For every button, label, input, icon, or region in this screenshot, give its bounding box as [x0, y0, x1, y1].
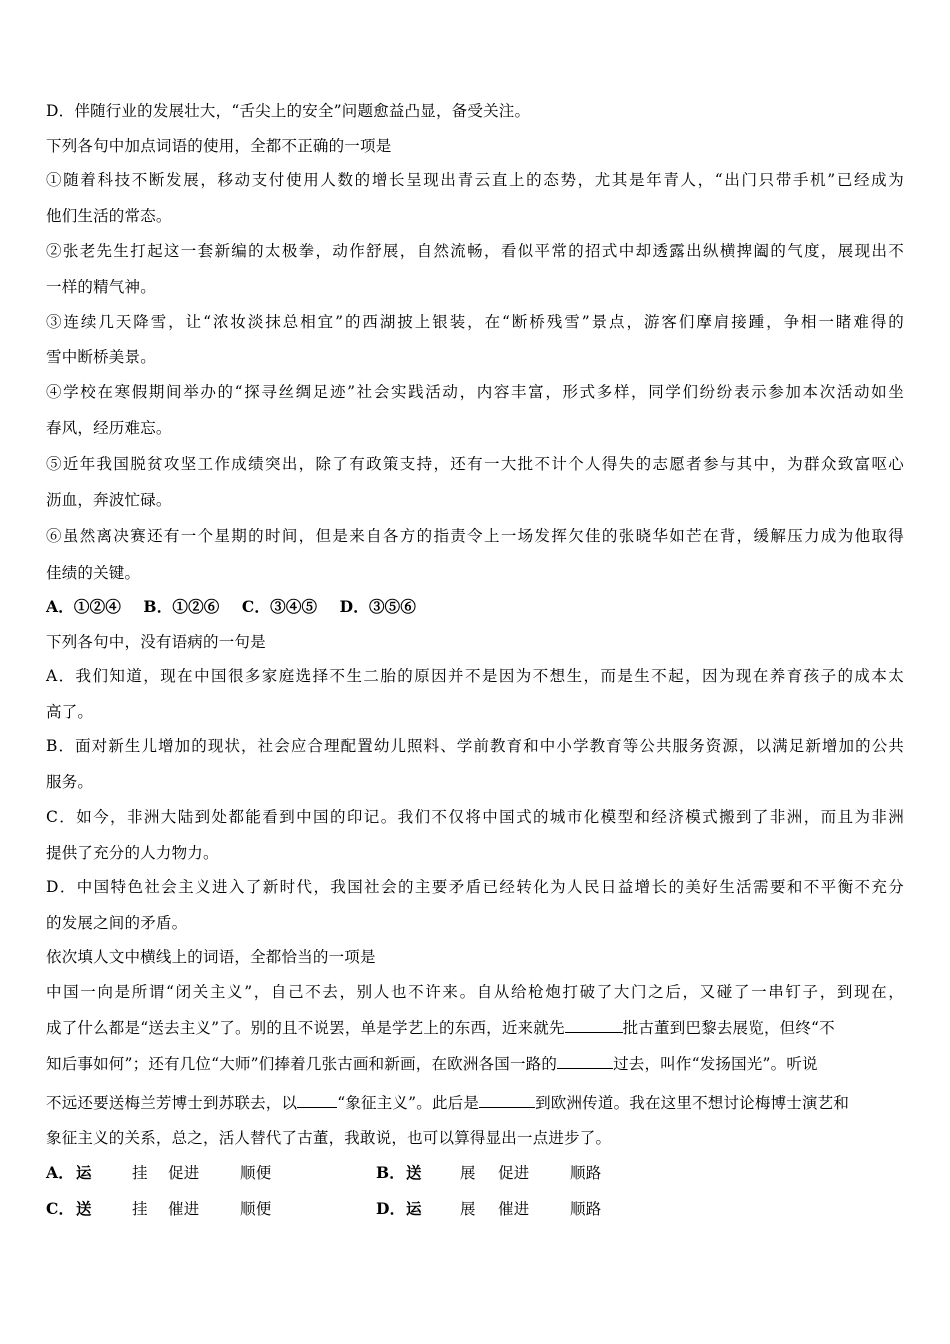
q3-passage-line-3-part-1: 知后事如何”；还有几位“大师”们捧着几张古画和新画，在欧洲各国一路的 — [46, 1055, 558, 1073]
fill-blank-2 — [557, 1054, 613, 1069]
q3-passage-line-4-part-2: “象征主义”。此后是 — [337, 1094, 480, 1112]
q3-option-a: A． 运 挂 促进 顺便 — [46, 1163, 272, 1182]
q1-sentence-4-line-1: ④学校在寒假期间举办的“探寻丝绸足迹”社会实践活动，内容丰富，形式多样，同学们纷纷表示参加本次活动如坐 — [46, 383, 904, 401]
fill-blank-4 — [479, 1093, 535, 1108]
q1-sentence-3-line-2: 雪中断桥美景。 — [46, 348, 156, 366]
q3-passage-line-1: 中国一向是所谓“闭关主义”，自己不去，别人也不许来。自从给枪炮打破了大门之后，又碰了一串钉子，到现在， — [46, 983, 904, 1001]
q3-passage-line-3-part-2: 过去，叫作“发扬国光”。听说 — [613, 1055, 818, 1073]
q3-passage-line-4-part-1: 不远还要送梅兰芳博士到苏联去，以 — [46, 1094, 298, 1112]
q3-stem: 依次填人文中横线上的词语，全都恰当的一项是 — [46, 948, 376, 966]
q1-sentence-2-line-2: 一样的精气神。 — [46, 278, 156, 296]
q2-option-a-line-1: A．我们知道，现在中国很多家庭选择不生二胎的原因并不是因为不想生，而是生不起，因为现在养育孩子的成本太 — [46, 667, 904, 685]
q2-option-c-line-1: C．如今，非洲大陆到处都能看到中国的印记。我们不仅将中国式的城市化模型和经济模式搬到了非洲，而且为非洲 — [46, 808, 904, 826]
q1-sentence-4-line-2: 春风，经历难忘。 — [46, 419, 172, 437]
q2-option-d-line-2: 的发展之间的矛盾。 — [46, 914, 188, 932]
q3-passage-line-4 — [46, 1093, 849, 1113]
q1-sentence-3-line-1: ③连续几天降雪，让“浓妆淡抹总相宜”的西湖披上银装，在“断桥残雪”景点，游客们摩肩接踵，争相一睹难得的 — [46, 313, 904, 331]
prev-option-d: D．伴随行业的发展壮大，“舌尖上的安全”问题愈益凸显，备受关注。 — [46, 102, 531, 120]
q2-stem: 下列各句中，没有语病的一句是 — [46, 633, 266, 651]
q2-option-c-line-2: 提供了充分的人力物力。 — [46, 844, 219, 862]
q2-option-d-line-1: D．中国特色社会主义进入了新时代，我国社会的主要矛盾已经转化为人民日益增长的美好生活需要和不平衡不充分 — [46, 878, 904, 896]
q3-passage-line-2 — [46, 1018, 835, 1038]
fill-blank-1 — [565, 1018, 623, 1033]
q2-option-a-line-2: 高了。 — [46, 703, 94, 721]
q2-option-b-line-2: 服务。 — [46, 773, 94, 791]
q2-option-b-line-1: B．面对新生儿增加的现状，社会应合理配置幼儿照料、学前教育和中小学教育等公共服务资源，以满足新增加的公共 — [46, 737, 904, 755]
q1-sentence-6-line-2: 佳绩的关键。 — [46, 564, 141, 582]
q3-option-c: C． 送 挂 催进 顺便 — [46, 1199, 272, 1218]
q3-passage-line-4-part-3: 到欧洲传道。我在这里不想讨论梅博士演艺和 — [535, 1094, 850, 1112]
q3-passage-line-3 — [46, 1054, 818, 1074]
q3-option-d: D．运 展 催进 顺路 — [376, 1199, 602, 1218]
fill-blank-3 — [297, 1093, 337, 1108]
q3-passage-line-5: 象征主义的关系，总之，活人替代了古董，我敢说，也可以算得显出一点进步了。 — [46, 1129, 612, 1147]
q3-option-b: B．送 展 促进 顺路 — [376, 1163, 602, 1182]
q1-stem: 下列各句中加点词语的使用，全都不正确的一项是 — [46, 137, 392, 155]
q1-sentence-5-line-1: ⑤近年我国脱贫攻坚工作成绩突出，除了有政策支持，还有一大批不计个人得失的志愿者参与其中，为群众致富呕心 — [46, 455, 904, 473]
q3-passage-line-2-part-2: 批古董到巴黎去展览，但终“不 — [622, 1019, 835, 1037]
q3-passage-line-2-part-1: 成了什么都是“送去主义”了。别的且不说罢，单是学艺上的东西，近来就先 — [46, 1019, 565, 1037]
q1-sentence-5-line-2: 沥血，奔波忙碌。 — [46, 491, 172, 509]
q1-sentence-6-line-1: ⑥虽然离决赛还有一个星期的时间，但是来自各方的指责令上一场发挥欠佳的张晓华如芒在背，缓解压力成为他取得 — [46, 527, 904, 545]
q1-options: A．①②④ B．①②⑥ C．③④⑤ D．③⑤⑥ — [46, 597, 417, 616]
q1-sentence-1-line-2: 他们生活的常态。 — [46, 207, 172, 225]
q1-sentence-2-line-1: ②张老先生打起这一套新编的太极拳，动作舒展，自然流畅，看似平常的招式中却透露出纵横捭阖的气度，展现出不 — [46, 242, 904, 260]
q1-sentence-1-line-1: ①随着科技不断发展，移动支付使用人数的增长呈现出青云直上的态势，尤其是年青人，“出门只带手机”已经成为 — [46, 171, 904, 189]
